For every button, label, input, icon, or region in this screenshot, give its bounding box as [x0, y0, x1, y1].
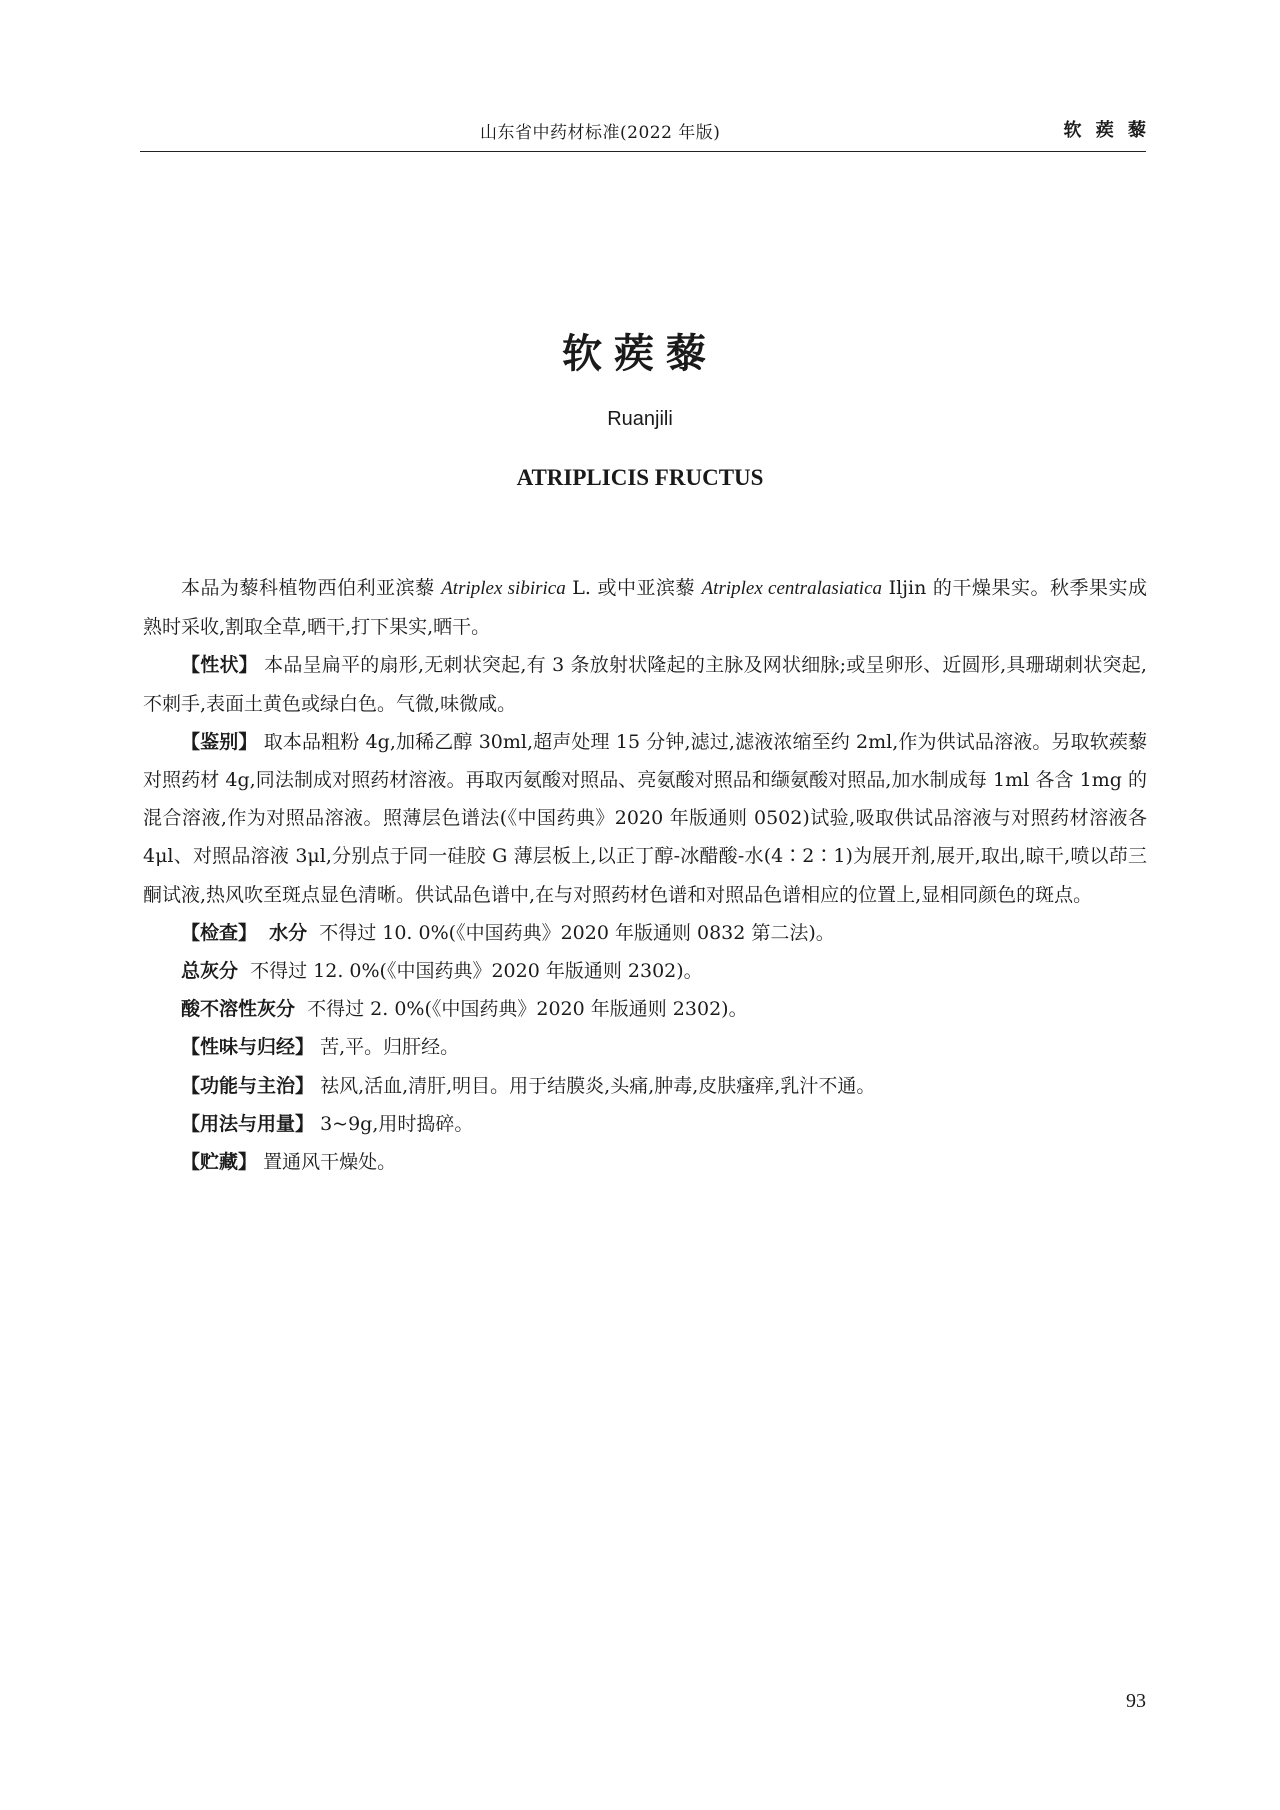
page-number: 93 — [1126, 1690, 1146, 1712]
section-label: 【用法与用量】 — [181, 1112, 315, 1135]
latin-name: ATRIPLICIS FRUCTUS — [516, 465, 764, 490]
species-name: Atriplex centralasiatica — [701, 578, 883, 599]
subsection-label: 水分 — [269, 921, 308, 944]
character-section: 【性状】 本品呈扁平的扇形,无刺状突起,有 3 条放射状隆起的主脉及网状细脉;或呈卵形、近圆形,具珊瑚刺状突起,不刺手,表面土黄色或绿白色。气微,味微咸。 — [143, 654, 1147, 715]
header-divider — [140, 151, 1146, 152]
storage-section: 【贮藏】 置通风干燥处。 — [181, 1151, 397, 1174]
acid-insoluble-ash-item: 酸不溶性灰分 不得过 2. 0%(《中国药典》2020 年版通则 2302)。 — [181, 998, 748, 1021]
nature-section: 【性味与归经】 苦,平。归肝经。 — [181, 1036, 460, 1059]
inspection-section: 【检查】 水分 不得过 10. 0%(《中国药典》2020 年版通则 0832 第二法)。 — [181, 921, 835, 944]
monograph-body — [143, 569, 1147, 1181]
section-label: 【贮藏】 — [181, 1151, 258, 1174]
pinyin-name: Ruanjili — [607, 408, 673, 430]
monograph-title: 软蒺藜 — [562, 331, 718, 377]
usage-section: 【用法与用量】 3~9g,用时捣碎。 — [181, 1112, 474, 1135]
section-label: 【功能与主治】 — [181, 1074, 315, 1097]
running-header-entry: 软 蒺 藜 — [1063, 120, 1150, 141]
intro-paragraph: 本品为藜科植物西伯利亚滨藜 Atriplex sibirica L. 或中亚滨藜 Atriplex centralasiatica Iljin 的干燥果实。秋季果实成熟时采收,割取全草,晒干,打下果实,晒干。 — [143, 577, 1148, 639]
section-label: 【性味与归经】 — [181, 1036, 315, 1059]
subsection-label: 酸不溶性灰分 — [181, 998, 296, 1021]
identification-section: 【鉴别】 取本品粗粉 4g,加稀乙醇 30ml,超声处理 15 分钟,滤过,滤液浓缩至约 2ml,作为供试品溶液。另取软蒺藜对照药材 4g,同法制成对照药材溶液。再取丙氨酸对照品、亮氨酸对照品和缬氨酸对照品,加水制成每 1ml 各含 1mg 的混合溶液,作为对照品溶液。照薄层色谱法(《中国药典》2020 年版通则 0502)试验,吸取供试品溶液与对照药材溶液各 4μl、对照品溶液 3μl,分别点于同一硅胶 G 薄层板上,以正丁醇-冰醋酸-水(4∶2∶1)为展开剂,展开,取出,晾干,喷以茚三酮试液,热风吹至斑点显色清晰。供试品色谱中,在与对照药材色谱和对照品色谱相应的位置上,显相同颜色的斑点。 — [143, 730, 1148, 906]
function-section: 【功能与主治】 祛风,活血,清肝,明目。用于结膜炎,头痛,肿毒,皮肤瘙痒,乳汁不通。 — [181, 1074, 876, 1097]
total-ash-item: 总灰分 不得过 12. 0%(《中国药典》2020 年版通则 2302)。 — [181, 960, 703, 983]
section-label: 【鉴别】 — [181, 730, 258, 753]
section-label: 【检查】 — [181, 921, 258, 944]
species-name: Atriplex sibirica — [441, 578, 566, 599]
running-header-title: 山东省中药材标准(2022 年版) — [480, 123, 721, 143]
section-label: 【性状】 — [181, 654, 258, 677]
subsection-label: 总灰分 — [181, 960, 239, 983]
